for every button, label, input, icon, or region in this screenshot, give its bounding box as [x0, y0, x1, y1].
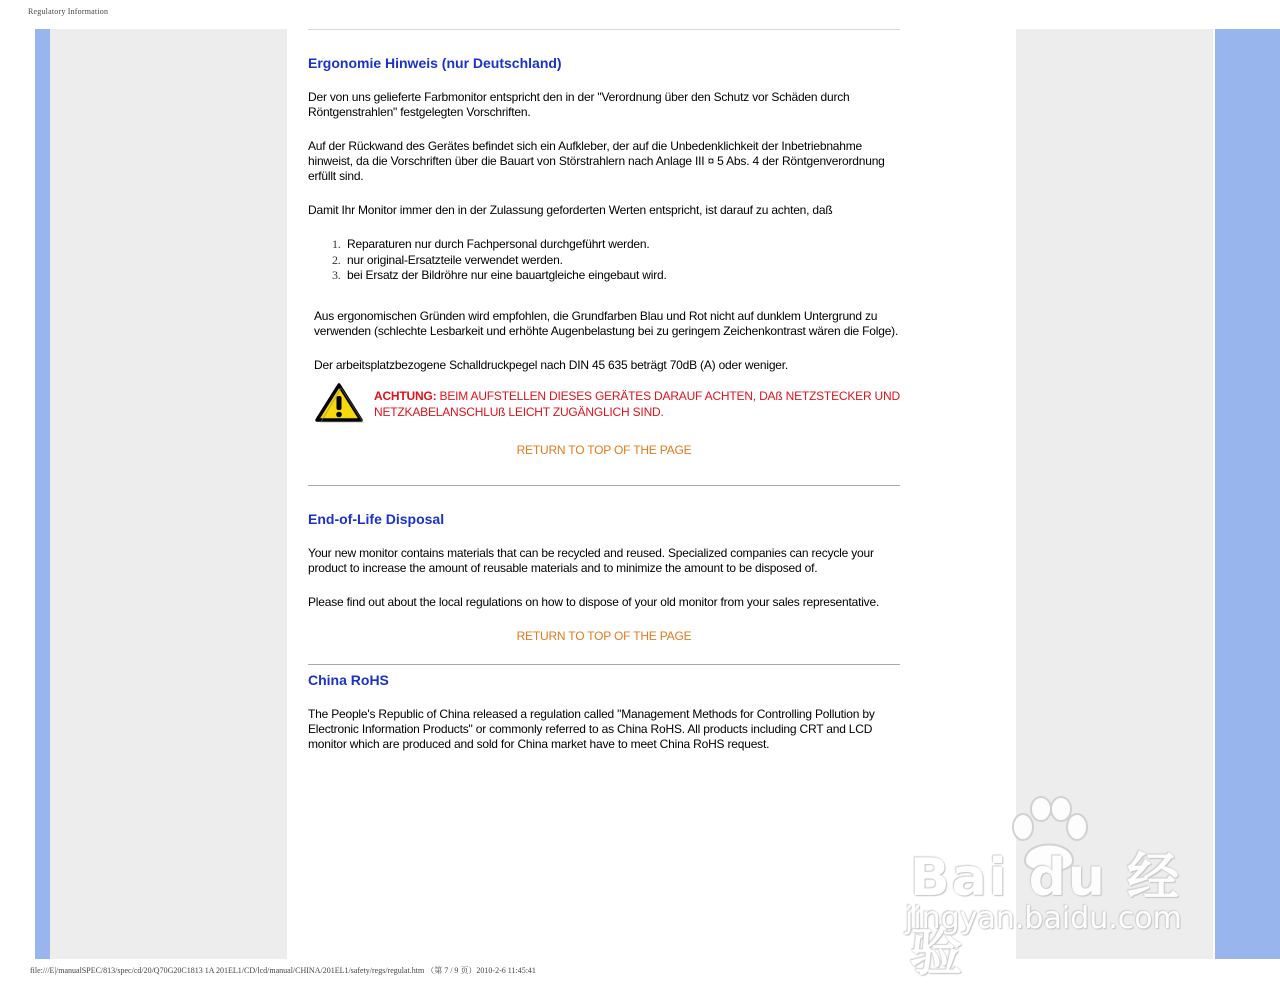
baidu-watermark — [905, 795, 1205, 983]
print-footer: file:///E|/manualSPEC/813/spec/cd/20/Q70G20C1813 1A 201EL1/CD/lcd/manual/CHINA/201EL1/safety/regs/regulat.htm （第 7 / 9 页）2010-2-6 11:45:41 — [30, 966, 536, 975]
warning-body: BEIM AUFSTELLEN DIESES GERÄTES DARAUF ACHTEN, DAß NETZSTECKER UND NETZKABELANSCHLUß LEICHT ZUGÄNGLICH SIND. — [374, 388, 900, 419]
section-divider — [308, 485, 900, 486]
ergonomie-paragraph-3: Damit Ihr Monitor immer den in der Zulassung geforderten Werten entspricht, ist darauf zu achten, daß — [308, 203, 833, 217]
ergonomie-paragraph-2: Auf der Rückwand des Gerätes befindet sich ein Aufkleber, der auf die Unbedenklichkeit der Inbetriebnahme hinweist, da die Vorschriften über die Bauart von Störstrahlern nach Anlage III ¤ 5 Abs. 4 der Röntgenverordnung erfüllt sind. — [308, 139, 885, 183]
top-divider — [308, 29, 900, 30]
list-item — [308, 253, 900, 269]
return-to-top-link[interactable]: RETURN TO TOP OF THE PAGE — [516, 442, 692, 457]
list-item-number: 1. — [332, 237, 341, 251]
section-divider — [308, 664, 900, 665]
ergonomie-list — [308, 237, 900, 284]
list-item-text: nur original-Ersatzteile verwendet werden. — [347, 252, 563, 267]
right-blue-strip — [1215, 29, 1280, 959]
section-heading-china-rohs: China RoHS — [308, 671, 389, 688]
list-item-number: 2. — [332, 252, 341, 267]
left-gray-panel — [50, 29, 287, 959]
warning-text — [374, 388, 900, 420]
list-item-text: bei Ersatz der Bildröhre nur eine bauartgleiche eingebaut wird. — [347, 268, 667, 282]
warning-notice — [308, 382, 900, 424]
rohs-paragraph-1: The People's Republic of China released a regulation called "Management Methods for Controlling Pollution by Electronic Information Products" or commonly referred to as China RoHS. All products including CRT and LCD monitor which are produced and sold for China market have to meet China RoHS request. — [308, 706, 875, 751]
warning-triangle-icon — [314, 382, 364, 424]
watermark-url: jingyan.baidu.com — [905, 901, 1182, 936]
section-heading-disposal: End-of-Life Disposal — [308, 510, 445, 527]
section-disposal — [308, 510, 900, 643]
ergonomie-paragraph-4: Aus ergonomischen Gründen wird empfohlen, die Grundfarben Blau und Rot nicht auf dunklem Untergrund zu verwenden (schlechte Lesbarkeit und erhöhte Augenbelastung bei zu geringem Zeichenkontrast wären die Folge). — [314, 308, 899, 338]
document-content — [308, 29, 900, 752]
section-ergonomie — [308, 54, 900, 457]
section-china-rohs — [308, 671, 900, 752]
left-blue-strip — [35, 29, 50, 959]
section-heading-ergonomie: Ergonomie Hinweis (nur Deutschland) — [308, 55, 562, 71]
list-item-number: 3. — [332, 268, 341, 282]
list-item — [308, 237, 900, 253]
ergonomie-paragraph-1: Der von uns gelieferte Farbmonitor entspricht den in der "Verordnung über den Schutz vor Schäden durch Röntgenstrahlen" festgelegten Vorschriften. — [308, 90, 850, 119]
warning-label: ACHTUNG: — [374, 388, 437, 403]
list-item — [308, 268, 900, 284]
list-item-text: Reparaturen nur durch Fachpersonal durchgeführt werden. — [347, 237, 650, 251]
print-header: Regulatory Information — [28, 7, 109, 16]
watermark-brand: Bai du 经验 — [910, 848, 1181, 983]
disposal-paragraph-1: Your new monitor contains materials that can be recycled and reused. Specialized companies can recycle your product to increase the amount of reusable materials and to minimize the amount to be disposed of. — [308, 545, 874, 575]
disposal-paragraph-2: Please find out about the local regulations on how to dispose of your old monitor from your sales representative. — [308, 594, 880, 609]
ergonomie-paragraph-5: Der arbeitsplatzbezogene Schalldruckpegel nach DIN 45 635 beträgt 70dB (A) oder weniger. — [314, 357, 789, 372]
return-to-top-link[interactable]: RETURN TO TOP OF THE PAGE — [516, 628, 692, 643]
